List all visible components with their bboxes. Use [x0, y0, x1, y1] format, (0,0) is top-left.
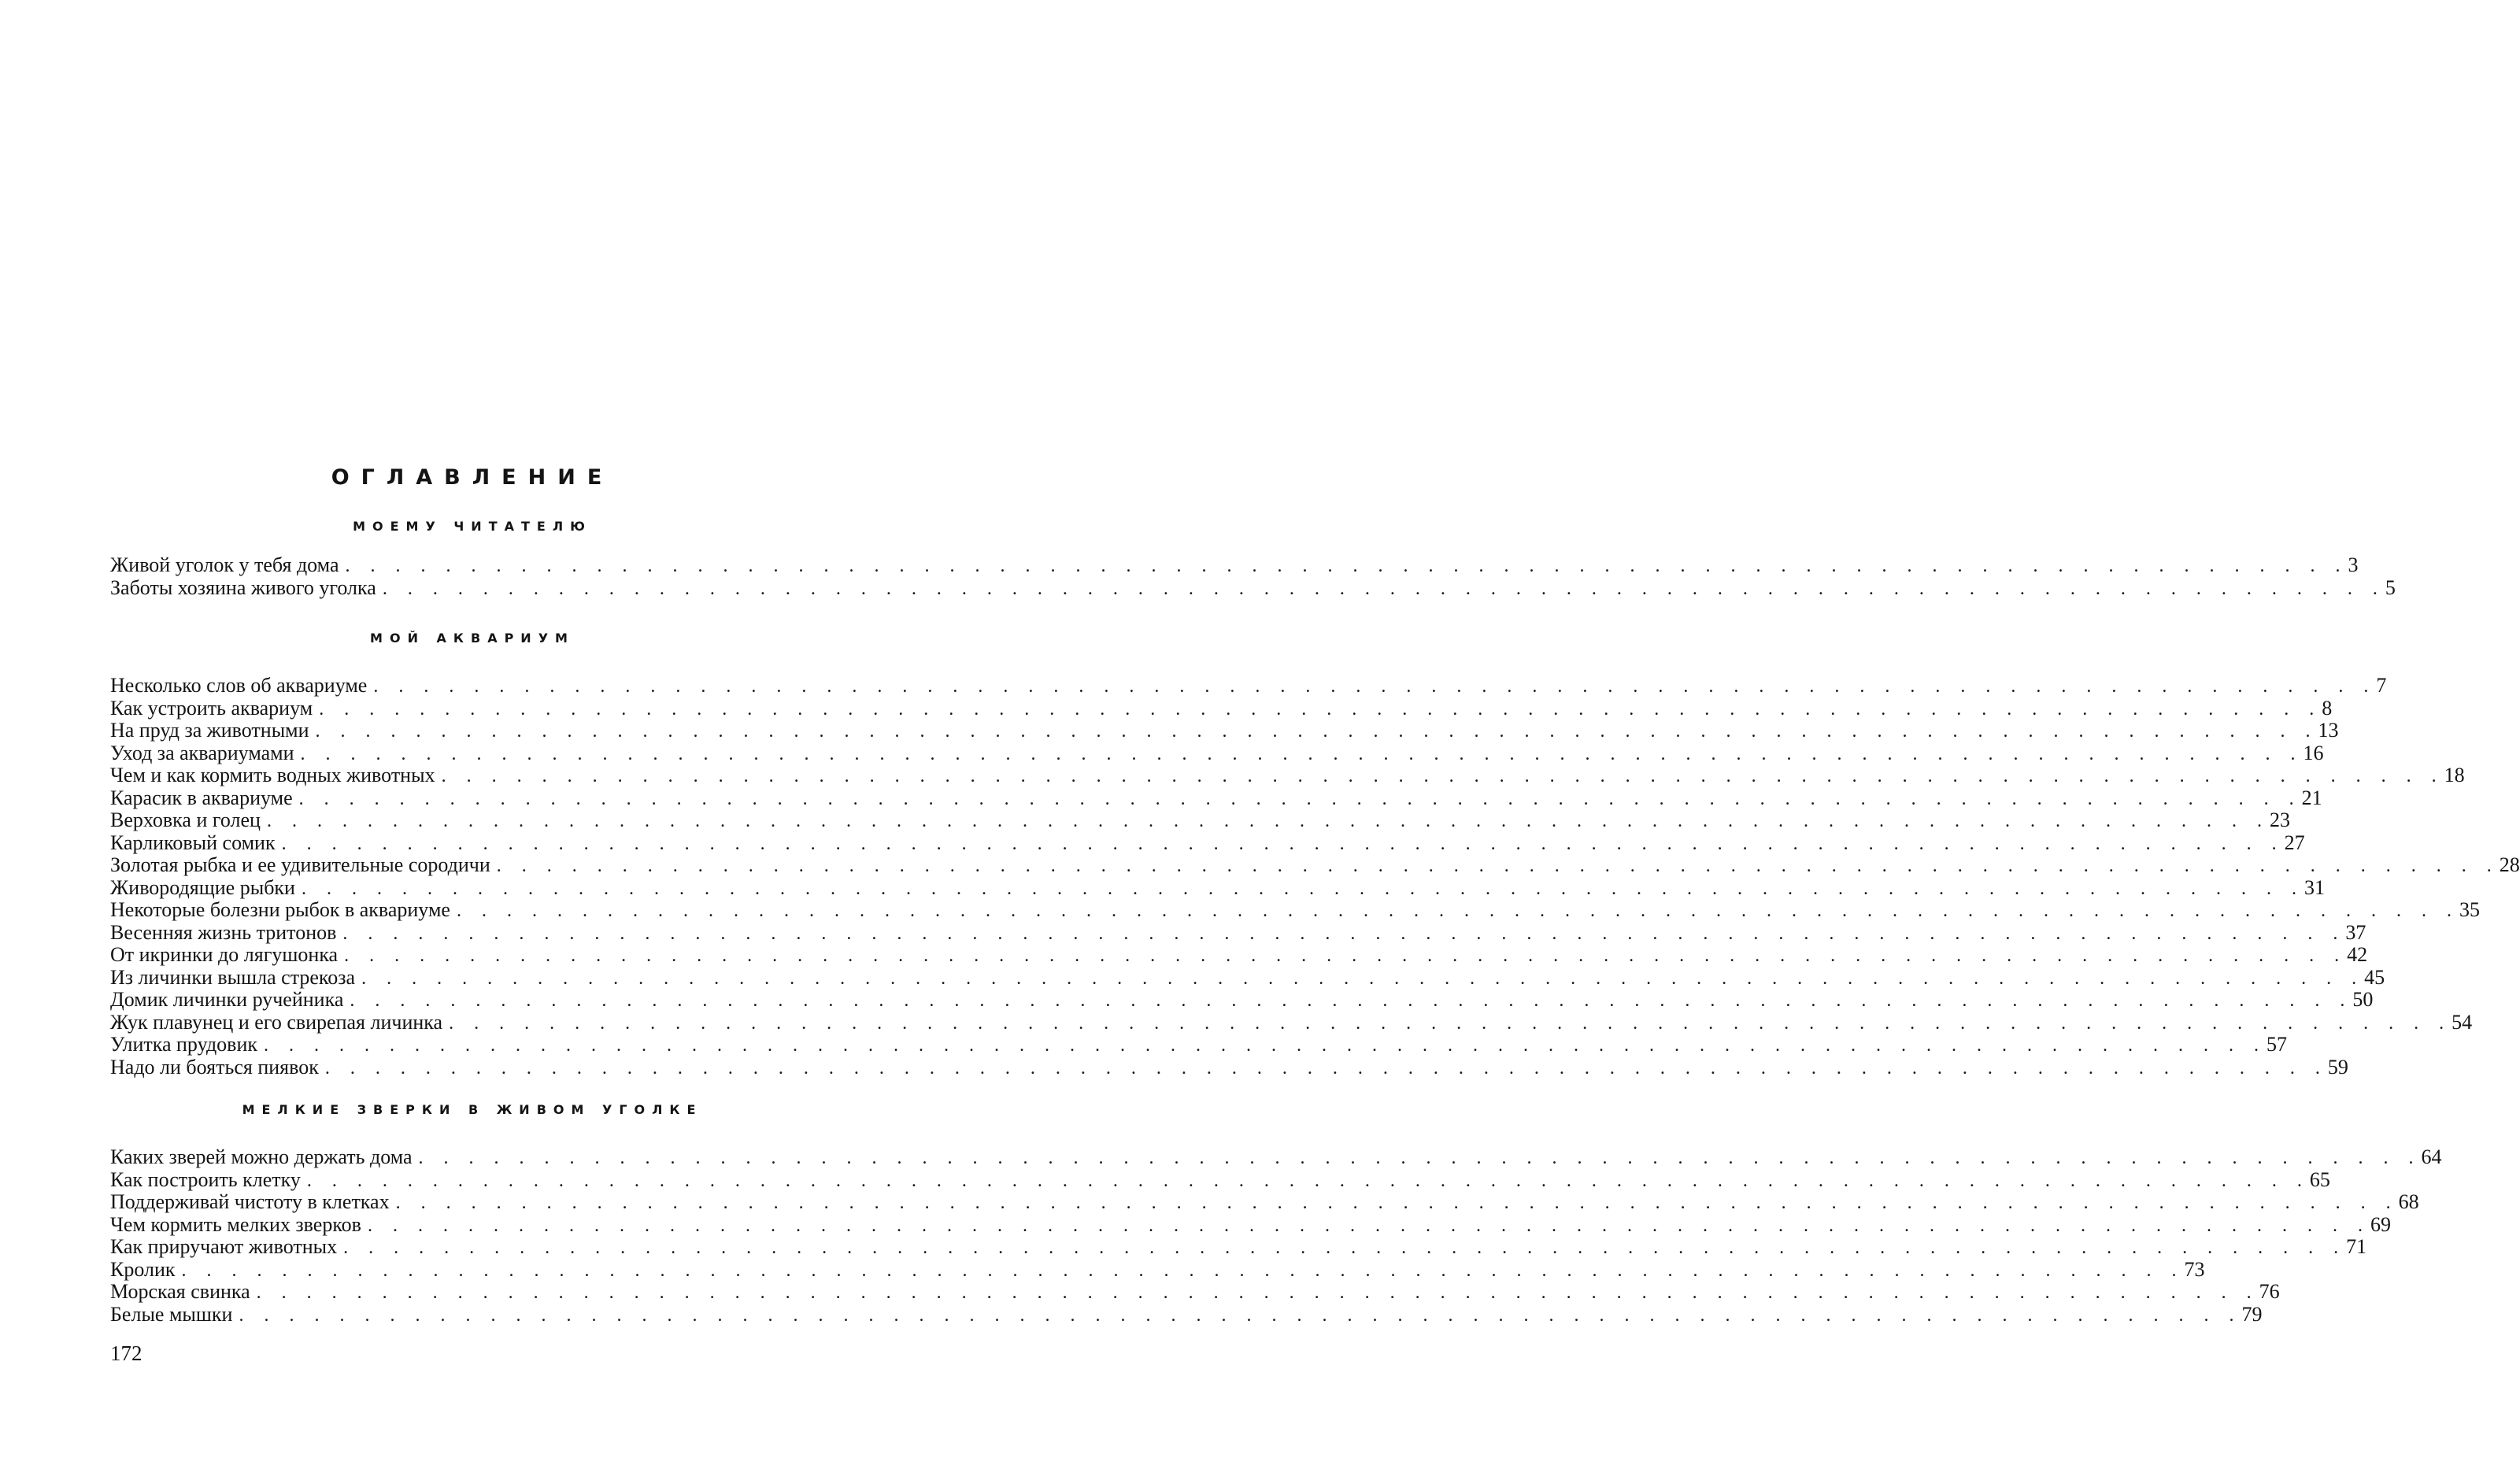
- toc-entry: [110, 674, 2387, 697]
- dot-leader: . . . . . . . . . . . . . . . . . . . . . . . . . . . . . . . . . . . . . . . . . . . . . . . . . . . . . . . . . . . . . . . . . . . . . . . . . . . . . . . .: [315, 721, 2318, 742]
- toc-entry: [110, 808, 2290, 832]
- toc-entry-title: Улитка прудовик: [110, 1033, 257, 1056]
- toc-entry-title: Живородящие рыбки: [110, 875, 295, 899]
- toc-entry-title: Морская свинка: [110, 1280, 250, 1303]
- toc-entry: [110, 764, 2465, 787]
- dot-leader: . . . . . . . . . . . . . . . . . . . . . . . . . . . . . . . . . . . . . . . . . . . . . . . . . . . . . . . . . . . . . . . . . . . . . . . . . . . . . . . .: [343, 1238, 2347, 1258]
- toc-entry-page-number: 64: [2421, 1145, 2442, 1168]
- section-heading: МЕЛКИЕ ЗВЕРКИ В ЖИВОМ УГОЛКЕ: [242, 1102, 703, 1117]
- toc-entry-page-number: 45: [2364, 965, 2385, 989]
- toc-entry: [110, 1167, 2330, 1192]
- toc-entry: [110, 1190, 2419, 1214]
- dot-leader: . . . . . . . . . . . . . . . . . . . . . . . . . . . . . . . . . . . . . . . . . . . . . . . . . . . . . . . . . . . . . . . . . . . . . . . . . . . . . . . .: [361, 968, 2365, 989]
- toc-entry: [110, 1257, 2205, 1282]
- toc-entry-title: Жук плавунец и его свирепая личинка: [110, 1010, 443, 1034]
- toc-entry-title: Домик личинки ручейника: [110, 988, 344, 1011]
- dot-leader: . . . . . . . . . . . . . . . . . . . . . . . . . . . . . . . . . . . . . . . . . . . . . . . . . . . . . . . . . . . . . . . . . . . . . . . . . . . . . . . .: [301, 878, 2304, 899]
- toc-entry-title: Заботы хозяина живого уголка: [110, 575, 376, 599]
- toc-entry-page-number: 8: [2322, 696, 2333, 720]
- toc-entry-title: Некоторые болезни рыбок в аквариуме: [110, 898, 450, 921]
- toc-entry: [110, 875, 2325, 900]
- toc-entry-page-number: 16: [2303, 741, 2324, 764]
- toc-entry: [110, 1145, 2442, 1169]
- page-number: 172: [110, 1341, 142, 1365]
- dot-leader: . . . . . . . . . . . . . . . . . . . . . . . . . . . . . . . . . . . . . . . . . . . . . . . . . . . . . . . . . . . . . . . . . . . . . . . . . . . . . . . .: [456, 901, 2459, 921]
- toc-entry-title: Кролик: [110, 1257, 176, 1281]
- toc-entry-title: Как приручают животных: [110, 1235, 338, 1258]
- toc-entry-title: Как устроить аквариум: [110, 696, 313, 720]
- dot-leader: . . . . . . . . . . . . . . . . . . . . . . . . . . . . . . . . . . . . . . . . . . . . . . . . . . . . . . . . . . . . . . . . . . . . . . . . . . . . . . . .: [373, 676, 2377, 697]
- toc-title: ОГЛАВЛЕНИЕ: [331, 465, 614, 490]
- toc-entry-page-number: 3: [2348, 553, 2359, 576]
- section-heading: МОЙ АКВАРИУМ: [370, 631, 575, 646]
- toc-entry-page-number: 31: [2304, 875, 2325, 899]
- dot-leader: . . . . . . . . . . . . . . . . . . . . . . . . . . . . . . . . . . . . . . . . . . . . . . . . . . . . . . . . . . . . . . . . . . . . . . . . . . . . . . . .: [319, 698, 2322, 720]
- toc-entry-page-number: 59: [2327, 1055, 2348, 1079]
- toc-entry-page-number: 50: [2352, 988, 2374, 1011]
- toc-entry-title: От икринки до лягушонка: [110, 943, 339, 966]
- toc-entry: [110, 1033, 2287, 1056]
- toc-entry-title: Уход за аквариумами: [110, 741, 294, 764]
- toc-entry-page-number: 13: [2318, 719, 2339, 742]
- toc-entry: [110, 898, 2480, 922]
- toc-entry-page-number: 18: [2444, 764, 2465, 786]
- section-my-aquarium: [110, 627, 2520, 1079]
- toc-entry-page-number: 35: [2459, 898, 2480, 921]
- toc-entry-page-number: 57: [2267, 1033, 2287, 1056]
- toc-entry-title: Каких зверей можно держать дома: [110, 1145, 413, 1168]
- toc-entry: [110, 943, 2368, 967]
- toc-entry: [110, 1055, 2348, 1079]
- toc-entry-page-number: 79: [2241, 1302, 2263, 1326]
- dot-leader: . . . . . . . . . . . . . . . . . . . . . . . . . . . . . . . . . . . . . . . . . . . . . . . . . . . . . . . . . . . . . . . . . . . . . . . . . . . . . . . .: [350, 990, 2353, 1011]
- dot-leader: . . . . . . . . . . . . . . . . . . . . . . . . . . . . . . . . . . . . . . . . . . . . . . . . . . . . . . . . . . . . . . . . . . . . . . . . . . . . . . . .: [324, 1057, 2328, 1079]
- toc-entry: [110, 831, 2305, 855]
- dot-leader: . . . . . . . . . . . . . . . . . . . . . . . . . . . . . . . . . . . . . . . . . . . . . . . . . . . . . . . . . . . . . . . . . . . . . . . . . . . . . . . .: [281, 833, 2285, 854]
- toc-entry-page-number: 68: [2398, 1190, 2419, 1213]
- toc-entry-page-number: 54: [2452, 1010, 2473, 1034]
- dot-leader: . . . . . . . . . . . . . . . . . . . . . . . . . . . . . . . . . . . . . . . . . . . . . . . . . . . . . . . . . . . . . . . . . . . . . . . . . . . . . . . .: [395, 1193, 2399, 1213]
- toc-entry: [110, 1010, 2473, 1034]
- dot-leader: . . . . . . . . . . . . . . . . . . . . . . . . . . . . . . . . . . . . . . . . . . . . . . . . . . . . . . . . . . . . . . . . . . . . . . . . . . . . . . . .: [181, 1260, 2185, 1281]
- toc-entry-page-number: 27: [2284, 831, 2305, 854]
- toc-entry-title: Белые мышки: [110, 1302, 233, 1326]
- dot-leader: . . . . . . . . . . . . . . . . . . . . . . . . . . . . . . . . . . . . . . . . . . . . . . . . . . . . . . . . . . . . . . . . . . . . . . . . . . . . . . . .: [256, 1282, 2259, 1303]
- section-heading: МОЕМУ ЧИТАТЕЛЮ: [353, 519, 592, 534]
- toc-entry-title: Золотая рыбка и ее удивительные сородичи: [110, 853, 490, 876]
- dot-leader: . . . . . . . . . . . . . . . . . . . . . . . . . . . . . . . . . . . . . . . . . . . . . . . . . . . . . . . . . . . . . . . . . . . . . . . . . . . . . . . .: [298, 788, 2302, 809]
- dot-leader: . . . . . . . . . . . . . . . . . . . . . . . . . . . . . . . . . . . . . . . . . . . . . . . . . . . . . . . . . . . . . . . . . . . . . . . . . . . . . . . .: [344, 945, 2348, 966]
- toc-entry-title: Надо ли бояться пиявок: [110, 1055, 319, 1079]
- dot-leader: . . . . . . . . . . . . . . . . . . . . . . . . . . . . . . . . . . . . . . . . . . . . . . . . . . . . . . . . . . . . . . . . . . . . . . . . . . . . . . . .: [300, 743, 2304, 764]
- toc-entry-page-number: 37: [2345, 920, 2366, 944]
- toc-entry-page-number: 21: [2301, 786, 2322, 809]
- entry-list: [110, 1145, 2442, 1326]
- dot-leader: . . . . . . . . . . . . . . . . . . . . . . . . . . . . . . . . . . . . . . . . . . . . . . . . . . . . . . . . . . . . . . . . . . . . . . . . . . . . . . . .: [382, 578, 2385, 599]
- toc-entry-page-number: 23: [2269, 808, 2290, 831]
- toc-entry-title: Поддерживай чистоту в клетках: [110, 1190, 390, 1213]
- dot-leader: . . . . . . . . . . . . . . . . . . . . . . . . . . . . . . . . . . . . . . . . . . . . . . . . . . . . . . . . . . . . . . . . . . . . . . . . . . . . . . . .: [266, 811, 2270, 831]
- toc-entry-title: На пруд за животными: [110, 719, 309, 742]
- dot-leader: . . . . . . . . . . . . . . . . . . . . . . . . . . . . . . . . . . . . . . . . . . . . . . . . . . . . . . . . . . . . . . . . . . . . . . . . . . . . . . . .: [306, 1170, 2310, 1191]
- toc-entry: [110, 696, 2333, 720]
- section-to-reader: [110, 515, 2396, 599]
- dot-leader: . . . . . . . . . . . . . . . . . . . . . . . . . . . . . . . . . . . . . . . . . . . . . . . . . . . . . . . . . . . . . . . . . . . . . . . . . . . . . . . .: [449, 1012, 2452, 1034]
- toc-entry: [110, 786, 2322, 810]
- toc-entry-page-number: 7: [2376, 674, 2387, 697]
- dot-leader: . . . . . . . . . . . . . . . . . . . . . . . . . . . . . . . . . . . . . . . . . . . . . . . . . . . . . . . . . . . . . . . . . . . . . . . . . . . . . . . .: [345, 556, 2348, 576]
- toc-entry: [110, 741, 2324, 765]
- toc-entry: [110, 988, 2374, 1012]
- entry-list: [110, 674, 2520, 1079]
- section-small-animals: [110, 1098, 2442, 1326]
- toc-entry: [110, 1212, 2391, 1237]
- dot-leader: . . . . . . . . . . . . . . . . . . . . . . . . . . . . . . . . . . . . . . . . . . . . . . . . . . . . . . . . . . . . . . . . . . . . . . . . . . . . . . . .: [264, 1035, 2267, 1056]
- dot-leader: . . . . . . . . . . . . . . . . . . . . . . . . . . . . . . . . . . . . . . . . . . . . . . . . . . . . . . . . . . . . . . . . . . . . . . . . . . . . . . . .: [418, 1148, 2422, 1168]
- toc-entry-title: Из личинки вышла стрекоза: [110, 965, 356, 989]
- toc-entry-page-number: 5: [2385, 575, 2396, 599]
- toc-entry-title: Несколько слов об аквариуме: [110, 674, 368, 697]
- toc-entry-page-number: 42: [2347, 943, 2368, 966]
- dot-leader: . . . . . . . . . . . . . . . . . . . . . . . . . . . . . . . . . . . . . . . . . . . . . . . . . . . . . . . . . . . . . . . . . . . . . . . . . . . . . . . .: [342, 923, 2346, 944]
- toc-entry-title: Карасик в аквариуме: [110, 786, 293, 809]
- toc-entry-title: Весенняя жизнь тритонов: [110, 920, 337, 944]
- toc-entry-title: Чем и как кормить водных животных: [110, 764, 435, 786]
- toc-entry-page-number: 71: [2346, 1235, 2367, 1258]
- toc-entry-page-number: 65: [2309, 1167, 2330, 1191]
- dot-leader: . . . . . . . . . . . . . . . . . . . . . . . . . . . . . . . . . . . . . . . . . . . . . . . . . . . . . . . . . . . . . . . . . . . . . . . . . . . . . . . .: [239, 1304, 2242, 1326]
- toc-entry-title: Чем кормить мелких зверков: [110, 1212, 361, 1236]
- toc-entry: [110, 1235, 2367, 1259]
- toc-entry: [110, 1280, 2280, 1304]
- toc-entry: [110, 1302, 2263, 1326]
- toc-entry-page-number: 28: [2499, 853, 2520, 876]
- toc-entry-page-number: 76: [2259, 1280, 2280, 1303]
- entry-list: [110, 553, 2396, 599]
- toc-entry-title: Карликовый сомик: [110, 831, 276, 854]
- dot-leader: . . . . . . . . . . . . . . . . . . . . . . . . . . . . . . . . . . . . . . . . . . . . . . . . . . . . . . . . . . . . . . . . . . . . . . . . . . . . . . . .: [367, 1215, 2370, 1236]
- toc-entry: [110, 920, 2366, 945]
- toc-entry-page-number: 69: [2370, 1212, 2391, 1236]
- toc-entry: [110, 965, 2385, 990]
- toc-entry: [110, 553, 2359, 577]
- toc-entry: [110, 853, 2520, 877]
- toc-entry: [110, 719, 2339, 742]
- toc-entry-page-number: 73: [2184, 1257, 2205, 1281]
- toc-entry: [110, 575, 2396, 600]
- dot-leader: . . . . . . . . . . . . . . . . . . . . . . . . . . . . . . . . . . . . . . . . . . . . . . . . . . . . . . . . . . . . . . . . . . . . . . . . . . . . . . . .: [496, 856, 2500, 876]
- toc-entry-title: Как построить клетку: [110, 1167, 301, 1191]
- toc-entry-title: Верховка и голец: [110, 808, 261, 831]
- toc-entry-title: Живой уголок у тебя дома: [110, 553, 339, 576]
- dot-leader: . . . . . . . . . . . . . . . . . . . . . . . . . . . . . . . . . . . . . . . . . . . . . . . . . . . . . . . . . . . . . . . . . . . . . . . . . . . . . . . .: [441, 766, 2444, 786]
